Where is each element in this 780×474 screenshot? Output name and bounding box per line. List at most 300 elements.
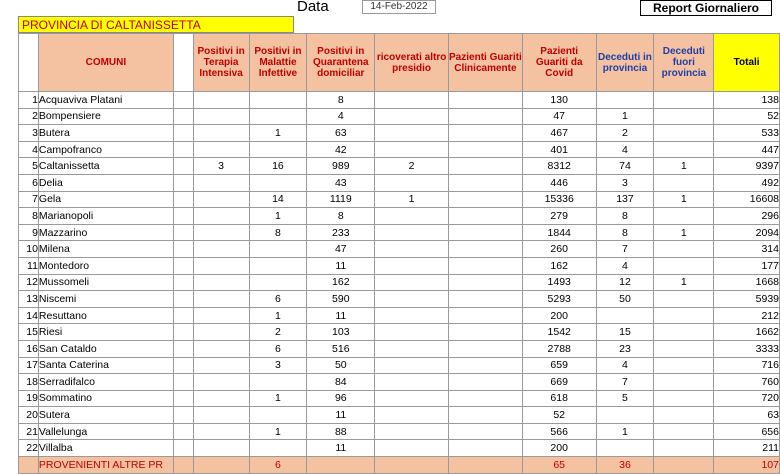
cell-gv[interactable]: 618 bbox=[522, 390, 596, 407]
table-row bbox=[19, 208, 780, 225]
cell-dfp[interactable] bbox=[654, 92, 714, 109]
cell-mi[interactable] bbox=[249, 407, 307, 424]
cell-gc[interactable] bbox=[448, 108, 522, 125]
cell-dfp[interactable] bbox=[654, 457, 714, 474]
cell-dip[interactable]: 8 bbox=[596, 208, 654, 225]
table-row bbox=[19, 274, 780, 291]
cell-mi[interactable]: 6 bbox=[249, 340, 307, 357]
cell-n[interactable]: 17 bbox=[19, 357, 39, 374]
table-row bbox=[19, 108, 780, 125]
cell-dip[interactable] bbox=[596, 92, 654, 109]
cell-ti[interactable] bbox=[193, 440, 249, 457]
cell-n[interactable]: 4 bbox=[19, 141, 39, 158]
cell-dfp[interactable] bbox=[654, 423, 714, 440]
table-row bbox=[19, 224, 780, 241]
cell-name[interactable]: Vallelunga bbox=[38, 423, 173, 440]
cell-ric[interactable] bbox=[375, 457, 449, 474]
cell-dip[interactable] bbox=[596, 407, 654, 424]
cell-ti[interactable] bbox=[193, 423, 249, 440]
cell-ric[interactable] bbox=[375, 324, 449, 341]
spacer-cell[interactable] bbox=[173, 440, 193, 457]
cell-qd[interactable]: 233 bbox=[307, 224, 375, 241]
cell-ric[interactable] bbox=[375, 291, 449, 308]
cell-gc[interactable] bbox=[448, 291, 522, 308]
cell-n[interactable]: 19 bbox=[19, 390, 39, 407]
table-row bbox=[19, 374, 780, 391]
cell-gv[interactable]: 200 bbox=[522, 307, 596, 324]
cell-gc[interactable] bbox=[448, 92, 522, 109]
cell-gc[interactable] bbox=[448, 208, 522, 225]
cell-gc[interactable] bbox=[448, 274, 522, 291]
cell-dip[interactable]: 36 bbox=[596, 457, 654, 474]
cell-name[interactable]: Acquaviva Platani bbox=[38, 92, 173, 109]
cell-qd[interactable]: 88 bbox=[307, 423, 375, 440]
cell-tot[interactable]: 447 bbox=[714, 141, 780, 158]
cell-qd[interactable]: 989 bbox=[307, 158, 375, 175]
cell-gc[interactable] bbox=[448, 324, 522, 341]
cell-ric[interactable] bbox=[375, 307, 449, 324]
spacer-cell[interactable] bbox=[173, 407, 193, 424]
cell-n[interactable]: 8 bbox=[19, 208, 39, 225]
cell-ric[interactable] bbox=[375, 374, 449, 391]
cell-mi[interactable]: 8 bbox=[249, 224, 307, 241]
cell-dip[interactable]: 74 bbox=[596, 158, 654, 175]
cell-name[interactable]: Caltanissetta bbox=[38, 158, 173, 175]
table-row bbox=[19, 158, 780, 175]
cell-gv[interactable]: 659 bbox=[522, 357, 596, 374]
cell-gv[interactable]: 52 bbox=[522, 407, 596, 424]
cell-qd[interactable]: 8 bbox=[307, 208, 375, 225]
cell-name[interactable]: Riesi bbox=[38, 324, 173, 341]
cell-mi[interactable]: 1 bbox=[249, 423, 307, 440]
cell-gc[interactable] bbox=[448, 191, 522, 208]
cell-mi[interactable] bbox=[249, 374, 307, 391]
cell-gv[interactable]: 162 bbox=[522, 257, 596, 274]
cell-ti[interactable] bbox=[193, 108, 249, 125]
cell-mi[interactable] bbox=[249, 92, 307, 109]
spacer-cell[interactable] bbox=[173, 274, 193, 291]
cell-name[interactable]: Serradifalco bbox=[38, 374, 173, 391]
cell-ric[interactable] bbox=[375, 224, 449, 241]
cell-name[interactable]: Gela bbox=[38, 191, 173, 208]
cell-tot[interactable]: 16608 bbox=[714, 191, 780, 208]
cell-dfp[interactable] bbox=[654, 390, 714, 407]
spacer-cell[interactable] bbox=[173, 324, 193, 341]
cell-mi[interactable]: 1 bbox=[249, 125, 307, 142]
spacer-cell[interactable] bbox=[173, 423, 193, 440]
cell-ric[interactable] bbox=[375, 390, 449, 407]
table-row bbox=[19, 191, 780, 208]
spacer-cell[interactable] bbox=[173, 374, 193, 391]
cell-dfp[interactable] bbox=[654, 340, 714, 357]
cell-gv[interactable]: 130 bbox=[522, 92, 596, 109]
cell-qd[interactable]: 84 bbox=[307, 374, 375, 391]
cell-gc[interactable] bbox=[448, 390, 522, 407]
cell-dip[interactable]: 50 bbox=[596, 291, 654, 308]
cell-gc[interactable] bbox=[448, 141, 522, 158]
cell-name[interactable]: Mussomeli bbox=[38, 274, 173, 291]
cell-dfp[interactable] bbox=[654, 125, 714, 142]
cell-gc[interactable] bbox=[448, 440, 522, 457]
cell-dip[interactable]: 137 bbox=[596, 191, 654, 208]
cell-qd[interactable]: 11 bbox=[307, 440, 375, 457]
cell-ti[interactable] bbox=[193, 307, 249, 324]
cell-qd[interactable]: 96 bbox=[307, 390, 375, 407]
cell-mi[interactable] bbox=[249, 174, 307, 191]
cell-dip[interactable]: 1 bbox=[596, 108, 654, 125]
cell-tot[interactable]: 177 bbox=[714, 257, 780, 274]
cell-mi[interactable] bbox=[249, 141, 307, 158]
cell-gc[interactable] bbox=[448, 423, 522, 440]
cell-qd[interactable]: 63 bbox=[307, 125, 375, 142]
table-row bbox=[19, 92, 780, 109]
cell-dip[interactable]: 1 bbox=[596, 423, 654, 440]
spacer-cell[interactable] bbox=[173, 307, 193, 324]
cell-gv[interactable]: 1542 bbox=[522, 324, 596, 341]
cell-name[interactable]: Campofranco bbox=[38, 141, 173, 158]
cell-gc[interactable] bbox=[448, 125, 522, 142]
cell-gc[interactable] bbox=[448, 357, 522, 374]
cell-n[interactable]: 9 bbox=[19, 224, 39, 241]
cell-tot[interactable]: 296 bbox=[714, 208, 780, 225]
cell-ti[interactable] bbox=[193, 174, 249, 191]
cell-dfp[interactable] bbox=[654, 440, 714, 457]
cell-mi[interactable]: 1 bbox=[249, 208, 307, 225]
cell-dfp[interactable] bbox=[654, 407, 714, 424]
header-guariti-clinicamente: Pazienti Guariti Clinicamente bbox=[448, 34, 522, 92]
cell-ric[interactable]: 1 bbox=[375, 191, 449, 208]
cell-n[interactable]: 10 bbox=[19, 241, 39, 258]
cell-dfp[interactable] bbox=[654, 108, 714, 125]
cell-n[interactable]: 7 bbox=[19, 191, 39, 208]
cell-dip[interactable]: 7 bbox=[596, 241, 654, 258]
spacer-cell[interactable] bbox=[173, 158, 193, 175]
cell-mi[interactable]: 6 bbox=[249, 457, 307, 474]
cell-gc[interactable] bbox=[448, 257, 522, 274]
cell-name[interactable]: Mazzarino bbox=[38, 224, 173, 241]
cell-n[interactable]: 18 bbox=[19, 374, 39, 391]
cell-qd[interactable]: 4 bbox=[307, 108, 375, 125]
cell-mi[interactable]: 6 bbox=[249, 291, 307, 308]
cell-dfp[interactable]: 1 bbox=[654, 274, 714, 291]
table-row bbox=[19, 340, 780, 357]
cell-ric[interactable] bbox=[375, 92, 449, 109]
cell-name[interactable]: Sommatino bbox=[38, 390, 173, 407]
cell-dfp[interactable] bbox=[654, 208, 714, 225]
cell-gv[interactable]: 1844 bbox=[522, 224, 596, 241]
cell-dfp[interactable]: 1 bbox=[654, 224, 714, 241]
cell-n[interactable]: 2 bbox=[19, 108, 39, 125]
spacer-cell[interactable] bbox=[173, 357, 193, 374]
cell-qd[interactable]: 1119 bbox=[307, 191, 375, 208]
cell-gv[interactable]: 15336 bbox=[522, 191, 596, 208]
cell-mi[interactable]: 2 bbox=[249, 324, 307, 341]
cell-qd[interactable]: 8 bbox=[307, 92, 375, 109]
cell-ti[interactable] bbox=[193, 224, 249, 241]
cell-n[interactable] bbox=[19, 457, 39, 474]
cell-mi[interactable]: 1 bbox=[249, 307, 307, 324]
cell-dfp[interactable] bbox=[654, 141, 714, 158]
cell-n[interactable]: 5 bbox=[19, 158, 39, 175]
table-row bbox=[19, 423, 780, 440]
spacer-cell[interactable] bbox=[173, 457, 193, 474]
spacer-cell[interactable] bbox=[173, 191, 193, 208]
cell-name[interactable]: Villalba bbox=[38, 440, 173, 457]
cell-ti[interactable] bbox=[193, 291, 249, 308]
cell-ti[interactable] bbox=[193, 357, 249, 374]
cell-qd[interactable]: 11 bbox=[307, 307, 375, 324]
cell-dip[interactable]: 23 bbox=[596, 340, 654, 357]
cell-n[interactable]: 1 bbox=[19, 92, 39, 109]
cell-ric[interactable] bbox=[375, 357, 449, 374]
cell-tot[interactable]: 760 bbox=[714, 374, 780, 391]
cell-gv[interactable]: 467 bbox=[522, 125, 596, 142]
cell-gv[interactable]: 2788 bbox=[522, 340, 596, 357]
cell-name[interactable]: San Cataldo bbox=[38, 340, 173, 357]
cell-tot[interactable]: 1662 bbox=[714, 324, 780, 341]
cell-tot[interactable]: 1668 bbox=[714, 274, 780, 291]
spacer-cell[interactable] bbox=[173, 141, 193, 158]
cell-gc[interactable] bbox=[448, 340, 522, 357]
cell-tot[interactable]: 211 bbox=[714, 440, 780, 457]
cell-n[interactable]: 15 bbox=[19, 324, 39, 341]
spacer-cell[interactable] bbox=[173, 257, 193, 274]
cell-ti[interactable]: 3 bbox=[193, 158, 249, 175]
cell-mi[interactable] bbox=[249, 257, 307, 274]
cell-gv[interactable]: 47 bbox=[522, 108, 596, 125]
cell-gc[interactable] bbox=[448, 174, 522, 191]
cell-ti[interactable] bbox=[193, 340, 249, 357]
cell-mi[interactable]: 14 bbox=[249, 191, 307, 208]
cell-dip[interactable]: 4 bbox=[596, 257, 654, 274]
cell-gc[interactable] bbox=[448, 374, 522, 391]
cell-mi[interactable] bbox=[249, 440, 307, 457]
cell-dip[interactable]: 4 bbox=[596, 357, 654, 374]
cell-n[interactable]: 14 bbox=[19, 307, 39, 324]
cell-qd[interactable]: 103 bbox=[307, 324, 375, 341]
cell-ti[interactable] bbox=[193, 390, 249, 407]
cell-mi[interactable] bbox=[249, 108, 307, 125]
cell-n[interactable]: 22 bbox=[19, 440, 39, 457]
cell-name[interactable]: Bompensiere bbox=[38, 108, 173, 125]
cell-dip[interactable] bbox=[596, 307, 654, 324]
cell-qd[interactable]: 11 bbox=[307, 257, 375, 274]
cell-name[interactable]: Butera bbox=[38, 125, 173, 142]
cell-name[interactable]: Milena bbox=[38, 241, 173, 258]
cell-tot[interactable]: 212 bbox=[714, 307, 780, 324]
cell-gc[interactable] bbox=[448, 158, 522, 175]
cell-gc[interactable] bbox=[448, 407, 522, 424]
cell-tot[interactable]: 3333 bbox=[714, 340, 780, 357]
cell-qd[interactable]: 47 bbox=[307, 241, 375, 258]
cell-name[interactable]: Marianopoli bbox=[38, 208, 173, 225]
cell-n[interactable]: 3 bbox=[19, 125, 39, 142]
cell-n[interactable]: 21 bbox=[19, 423, 39, 440]
cell-qd[interactable]: 11 bbox=[307, 407, 375, 424]
table-row bbox=[19, 324, 780, 341]
cell-tot[interactable]: 314 bbox=[714, 241, 780, 258]
table-row bbox=[19, 440, 780, 457]
cell-mi[interactable]: 1 bbox=[249, 390, 307, 407]
cell-dfp[interactable] bbox=[654, 307, 714, 324]
cell-gc[interactable] bbox=[448, 224, 522, 241]
cell-name[interactable]: Montedoro bbox=[38, 257, 173, 274]
table-row bbox=[19, 307, 780, 324]
cell-dfp[interactable] bbox=[654, 374, 714, 391]
cell-ti[interactable] bbox=[193, 274, 249, 291]
table-row bbox=[19, 257, 780, 274]
cell-gv[interactable]: 669 bbox=[522, 374, 596, 391]
cell-gv[interactable]: 401 bbox=[522, 141, 596, 158]
cell-gv[interactable]: 5293 bbox=[522, 291, 596, 308]
spacer-cell[interactable] bbox=[173, 92, 193, 109]
cell-qd[interactable]: 516 bbox=[307, 340, 375, 357]
cell-qd[interactable]: 50 bbox=[307, 357, 375, 374]
cell-dip[interactable]: 2 bbox=[596, 125, 654, 142]
cell-ric[interactable] bbox=[375, 108, 449, 125]
cell-dip[interactable]: 5 bbox=[596, 390, 654, 407]
cell-qd[interactable]: 590 bbox=[307, 291, 375, 308]
cell-ric[interactable] bbox=[375, 141, 449, 158]
cell-ti[interactable] bbox=[193, 241, 249, 258]
cell-ti[interactable] bbox=[193, 141, 249, 158]
cell-dfp[interactable] bbox=[654, 174, 714, 191]
cell-n[interactable]: 11 bbox=[19, 257, 39, 274]
cell-gv[interactable]: 279 bbox=[522, 208, 596, 225]
spacer-cell[interactable] bbox=[173, 174, 193, 191]
cell-n[interactable]: 12 bbox=[19, 274, 39, 291]
cell-mi[interactable]: 16 bbox=[249, 158, 307, 175]
spacer-cell[interactable] bbox=[173, 291, 193, 308]
header-deceduti-fuori: Deceduti fuori provincia bbox=[654, 34, 714, 92]
cell-ric[interactable]: 2 bbox=[375, 158, 449, 175]
cell-dip[interactable]: 4 bbox=[596, 141, 654, 158]
cell-ric[interactable] bbox=[375, 208, 449, 225]
spacer-cell[interactable] bbox=[173, 224, 193, 241]
cell-dfp[interactable]: 1 bbox=[654, 158, 714, 175]
cell-gc[interactable] bbox=[448, 307, 522, 324]
cell-tot[interactable]: 138 bbox=[714, 92, 780, 109]
cell-gc[interactable] bbox=[448, 457, 522, 474]
cell-tot[interactable]: 533 bbox=[714, 125, 780, 142]
spacer-cell[interactable] bbox=[173, 108, 193, 125]
cell-ric[interactable] bbox=[375, 257, 449, 274]
cell-gv[interactable]: 1493 bbox=[522, 274, 596, 291]
cell-ti[interactable] bbox=[193, 324, 249, 341]
cell-gv[interactable]: 260 bbox=[522, 241, 596, 258]
cell-name[interactable]: Resuttano bbox=[38, 307, 173, 324]
date-cell[interactable]: 14-Feb-2022 bbox=[362, 0, 436, 14]
cell-dip[interactable]: 8 bbox=[596, 224, 654, 241]
cell-n[interactable]: 20 bbox=[19, 407, 39, 424]
cell-tot[interactable]: 52 bbox=[714, 108, 780, 125]
spacer-cell[interactable] bbox=[173, 340, 193, 357]
cell-name[interactable]: PROVENIENTI ALTRE PR bbox=[38, 457, 173, 474]
cell-qd[interactable]: 43 bbox=[307, 174, 375, 191]
header-totali: Totali bbox=[714, 34, 780, 92]
cell-gv[interactable]: 200 bbox=[522, 440, 596, 457]
cell-dfp[interactable] bbox=[654, 241, 714, 258]
cell-gv[interactable]: 566 bbox=[522, 423, 596, 440]
cell-dfp[interactable] bbox=[654, 324, 714, 341]
cell-dip[interactable]: 7 bbox=[596, 374, 654, 391]
cell-dip[interactable]: 12 bbox=[596, 274, 654, 291]
cell-name[interactable]: Sutera bbox=[38, 407, 173, 424]
header-terapia-intensiva: Positivi in Terapia Intensiva bbox=[193, 34, 249, 92]
cell-tot[interactable]: 492 bbox=[714, 174, 780, 191]
cell-gv[interactable]: 65 bbox=[522, 457, 596, 474]
cell-ti[interactable] bbox=[193, 374, 249, 391]
cell-gv[interactable]: 8312 bbox=[522, 158, 596, 175]
cell-ti[interactable] bbox=[193, 407, 249, 424]
table-row bbox=[19, 241, 780, 258]
cell-n[interactable]: 13 bbox=[19, 291, 39, 308]
cell-dip[interactable]: 3 bbox=[596, 174, 654, 191]
cell-ti[interactable] bbox=[193, 457, 249, 474]
cell-qd[interactable]: 162 bbox=[307, 274, 375, 291]
cell-ti[interactable] bbox=[193, 191, 249, 208]
spacer-cell[interactable] bbox=[173, 390, 193, 407]
cell-mi[interactable]: 3 bbox=[249, 357, 307, 374]
spacer-cell[interactable] bbox=[173, 125, 193, 142]
cell-ric[interactable] bbox=[375, 174, 449, 191]
spacer-cell[interactable] bbox=[173, 208, 193, 225]
cell-ti[interactable] bbox=[193, 208, 249, 225]
cell-name[interactable]: Delia bbox=[38, 174, 173, 191]
cell-tot[interactable]: 5939 bbox=[714, 291, 780, 308]
cell-ric[interactable] bbox=[375, 274, 449, 291]
cell-mi[interactable] bbox=[249, 241, 307, 258]
cell-ric[interactable] bbox=[375, 440, 449, 457]
header-spacer bbox=[173, 34, 193, 92]
cell-tot[interactable]: 63 bbox=[714, 407, 780, 424]
cell-n[interactable]: 16 bbox=[19, 340, 39, 357]
cell-ric[interactable] bbox=[375, 423, 449, 440]
cell-tot[interactable]: 716 bbox=[714, 357, 780, 374]
cell-qd[interactable]: 42 bbox=[307, 141, 375, 158]
cell-dip[interactable] bbox=[596, 440, 654, 457]
cell-ti[interactable] bbox=[193, 92, 249, 109]
cell-tot[interactable]: 2094 bbox=[714, 224, 780, 241]
cell-dfp[interactable] bbox=[654, 291, 714, 308]
cell-ric[interactable] bbox=[375, 241, 449, 258]
cell-ric[interactable] bbox=[375, 125, 449, 142]
cell-ric[interactable] bbox=[375, 340, 449, 357]
cell-tot[interactable]: 9397 bbox=[714, 158, 780, 175]
cell-ti[interactable] bbox=[193, 125, 249, 142]
cell-n[interactable]: 6 bbox=[19, 174, 39, 191]
cell-name[interactable]: Santa Caterina bbox=[38, 357, 173, 374]
cell-name[interactable]: Niscemi bbox=[38, 291, 173, 308]
cell-mi[interactable] bbox=[249, 274, 307, 291]
cell-dip[interactable]: 15 bbox=[596, 324, 654, 341]
table-row bbox=[19, 174, 780, 191]
cell-tot[interactable]: 720 bbox=[714, 390, 780, 407]
cell-dfp[interactable] bbox=[654, 257, 714, 274]
cell-gv[interactable]: 446 bbox=[522, 174, 596, 191]
cell-ric[interactable] bbox=[375, 407, 449, 424]
cell-dfp[interactable]: 1 bbox=[654, 191, 714, 208]
cell-qd[interactable] bbox=[307, 457, 375, 474]
data-label: Data bbox=[297, 0, 329, 15]
cell-ti[interactable] bbox=[193, 257, 249, 274]
cell-tot[interactable]: 656 bbox=[714, 423, 780, 440]
cell-dfp[interactable] bbox=[654, 357, 714, 374]
spacer-cell[interactable] bbox=[173, 241, 193, 258]
cell-gc[interactable] bbox=[448, 241, 522, 258]
header-quarantena: Positivi in Quarantena domiciliar bbox=[307, 34, 375, 92]
cell-tot[interactable]: 107 bbox=[714, 457, 780, 474]
